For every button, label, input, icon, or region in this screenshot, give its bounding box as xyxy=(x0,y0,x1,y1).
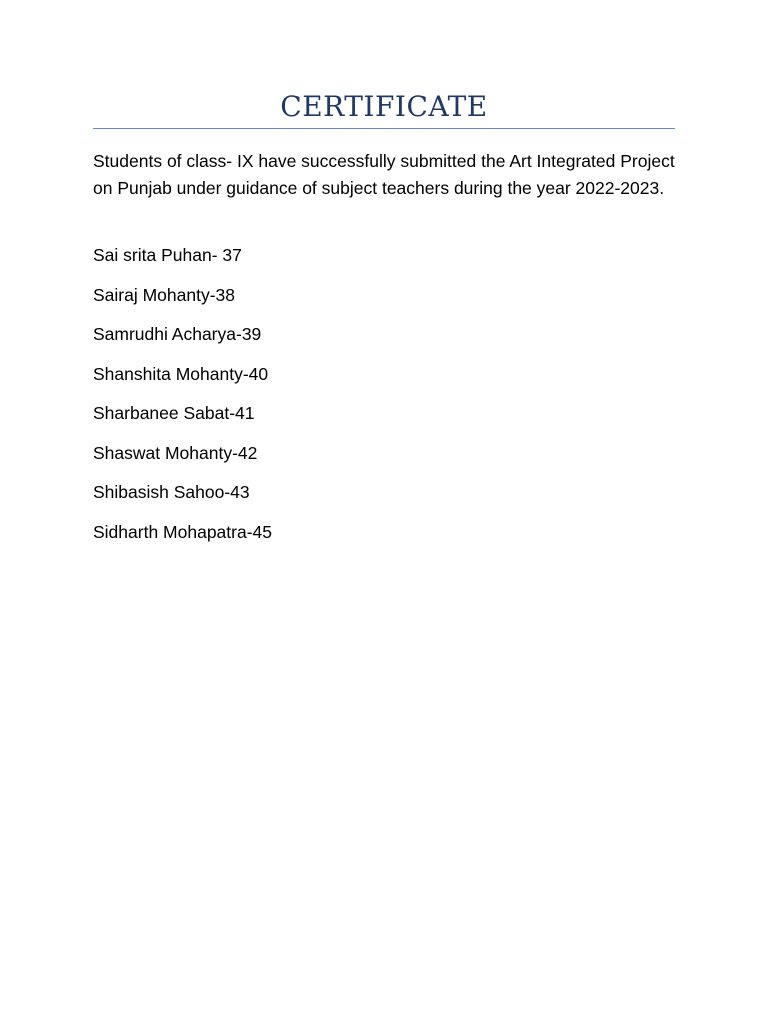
student-list-item: Samrudhi Acharya-39 xyxy=(93,324,262,344)
student-list-item: Shanshita Mohanty-40 xyxy=(93,363,269,384)
student-list xyxy=(93,242,272,558)
certificate-title: CERTIFICATE xyxy=(280,90,488,123)
student-list-item: Sharbanee Sabat-41 xyxy=(93,403,255,423)
student-list-item: Shibasish Sahoo-43 xyxy=(93,482,250,502)
student-list-item: Shaswat Mohanty-42 xyxy=(93,442,258,463)
student-list-item: Sidharth Mohapatra-45 xyxy=(93,521,272,542)
student-list-item: Sairaj Mohanty-38 xyxy=(93,284,236,305)
title-underline-divider xyxy=(93,128,675,129)
certificate-intro-paragraph: Students of class- IX have successfully submitted the Art Integrated Project on Punjab under guidance of subject teachers during the year 2022-2023. xyxy=(93,151,675,198)
student-list-item: Sai srita Puhan- 37 xyxy=(93,245,242,265)
